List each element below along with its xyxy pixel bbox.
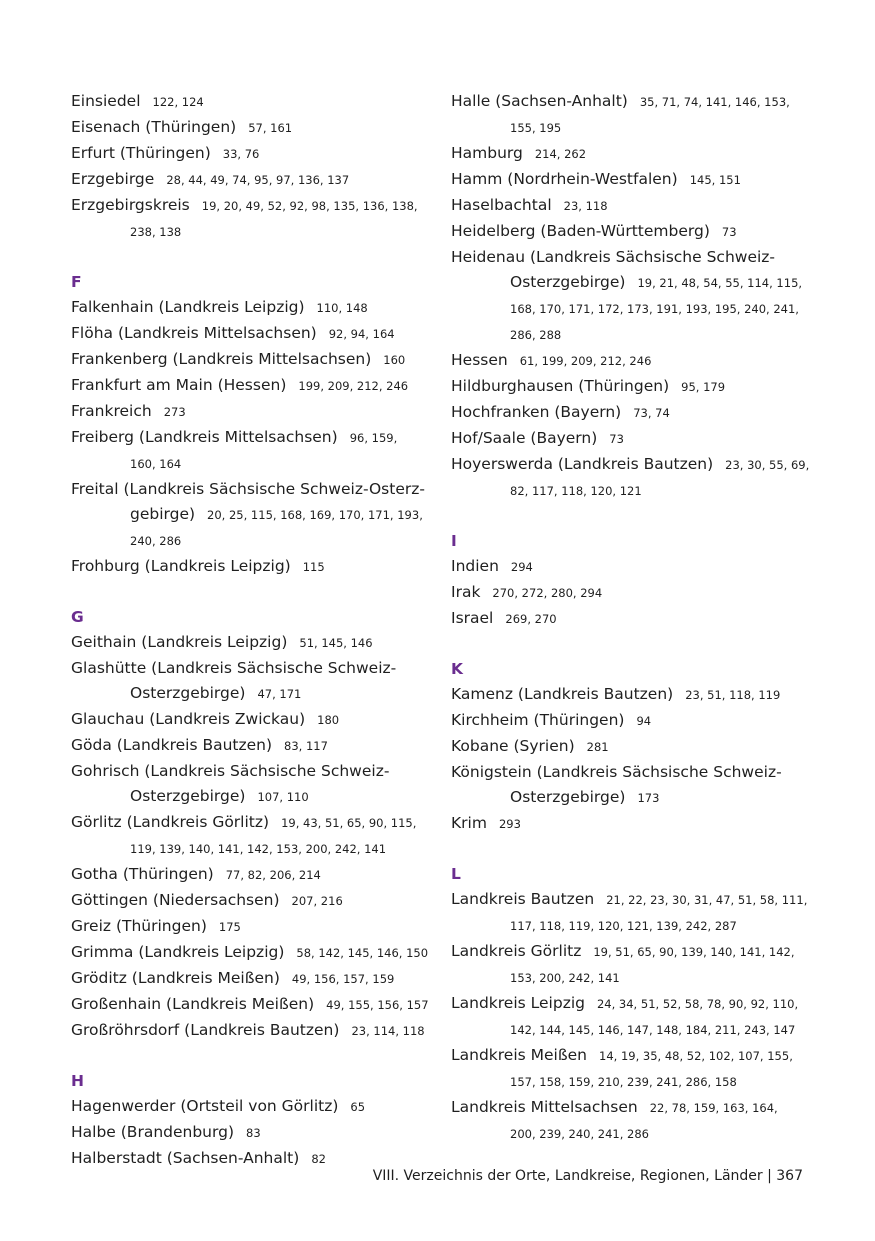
page-numbers: 110, 148 <box>316 301 368 315</box>
index-entry <box>451 374 826 400</box>
page-numbers: 115 <box>302 560 325 574</box>
index-entry <box>71 115 431 141</box>
index-entry <box>71 940 431 966</box>
page-numbers: 33, 76 <box>222 147 260 161</box>
place-name: Erfurt (Thüringen) <box>71 144 211 162</box>
section-gap <box>451 632 826 657</box>
page-numbers: 73 <box>721 225 737 239</box>
place-name: Gotha (Thüringen) <box>71 865 214 883</box>
index-entry <box>451 554 826 580</box>
place-name: Hochfranken (Bayern) <box>451 403 622 421</box>
page-numbers: 35, 71, 74, 141, 146, 153, <box>639 95 790 109</box>
page-numbers: 19, 43, 51, 65, 90, 115, <box>281 816 417 830</box>
page-footer: VIII. Verzeichnis der Orte, Landkreise, Regionen, Länder | 367 <box>372 1168 803 1184</box>
page-numbers: 19, 21, 48, 54, 55, 114, 115, <box>637 276 803 290</box>
index-entry <box>71 477 431 554</box>
page-numbers: 199, 209, 212, 246 <box>298 379 409 393</box>
index-entry <box>71 914 431 940</box>
page-numbers: 240, 286 <box>130 534 182 548</box>
index-entry <box>451 682 826 708</box>
page-numbers: 14, 19, 35, 48, 52, 102, 107, 155, <box>599 1049 793 1063</box>
page-numbers: 168, 170, 171, 172, 173, 191, 193, 195, 240, 241, <box>510 302 799 316</box>
page-numbers: 61, 199, 209, 212, 246 <box>519 354 652 368</box>
place-name: Landkreis Meißen <box>451 1046 587 1064</box>
page-numbers: 82, 117, 118, 120, 121 <box>510 484 642 498</box>
section-gap <box>71 1044 431 1069</box>
page-numbers: 65 <box>350 1100 366 1114</box>
index-letter-heading: I <box>451 532 457 550</box>
place-name: Hoyerswerda (Landkreis Bautzen) <box>451 455 714 473</box>
index-entry <box>451 89 826 141</box>
place-name: Glauchau (Landkreis Zwickau) <box>71 710 306 728</box>
page-numbers: 180 <box>317 713 340 727</box>
index-entry <box>451 452 826 504</box>
index-entry <box>451 400 826 426</box>
index-entry <box>451 193 826 219</box>
page-numbers: 200, 239, 240, 241, 286 <box>510 1127 649 1141</box>
place-name: Landkreis Leipzig <box>451 994 585 1012</box>
index-entry <box>451 167 826 193</box>
place-name: Osterzgebirge) <box>130 684 246 702</box>
index-entry <box>451 245 826 348</box>
place-name: Heidenau (Landkreis Sächsische Schweiz- <box>451 248 776 266</box>
index-entry <box>71 167 431 193</box>
place-name: Göda (Landkreis Bautzen) <box>71 736 273 754</box>
page-numbers: 157, 158, 159, 210, 239, 241, 286, 158 <box>510 1075 737 1089</box>
place-name: Flöha (Landkreis Mittelsachsen) <box>71 324 317 342</box>
page-numbers: 23, 114, 118 <box>351 1024 425 1038</box>
page-numbers: 51, 145, 146 <box>299 636 373 650</box>
place-name: Heidelberg (Baden-Württemberg) <box>451 222 710 240</box>
index-entry <box>71 89 431 115</box>
index-entry <box>451 141 826 167</box>
page-numbers: 173 <box>637 791 660 805</box>
place-name: Osterzgebirge) <box>510 273 626 291</box>
place-name: Kirchheim (Thüringen) <box>451 711 625 729</box>
place-name: Kobane (Syrien) <box>451 737 575 755</box>
place-name: Königstein (Landkreis Sächsische Schweiz- <box>451 763 782 781</box>
page-numbers: 77, 82, 206, 214 <box>225 868 321 882</box>
index-entry <box>451 348 826 374</box>
place-name: Frankenberg (Landkreis Mittelsachsen) <box>71 350 372 368</box>
place-name: Freital (Landkreis Sächsische Schweiz-Osterz- <box>71 480 425 498</box>
page-numbers: 23, 118 <box>563 199 608 213</box>
index-entry <box>71 733 431 759</box>
place-name: Hagenwerder (Ortsteil von Görlitz) <box>71 1097 339 1115</box>
place-name: Hamburg <box>451 144 523 162</box>
place-name: Gröditz (Landkreis Meißen) <box>71 969 280 987</box>
page-numbers: 207, 216 <box>291 894 343 908</box>
page-numbers: 175 <box>218 920 241 934</box>
place-name: Görlitz (Landkreis Görlitz) <box>71 813 270 831</box>
page-numbers: 22, 78, 159, 163, 164, <box>649 1101 778 1115</box>
index-entry <box>71 399 431 425</box>
section-gap <box>71 580 431 605</box>
place-name: Hamm (Nordrhein-Westfalen) <box>451 170 678 188</box>
page-numbers: 83 <box>246 1126 261 1140</box>
page-numbers: 92, 94, 164 <box>328 327 395 341</box>
place-name: Großenhain (Landkreis Meißen) <box>71 995 315 1013</box>
page-numbers: 23, 51, 118, 119 <box>685 688 781 702</box>
index-entry <box>71 1120 431 1146</box>
page-numbers: 293 <box>498 817 521 831</box>
place-name: Kamenz (Landkreis Bautzen) <box>451 685 674 703</box>
page-numbers: 20, 25, 115, 168, 169, 170, 171, 193, <box>207 508 423 522</box>
place-name: Erzgebirge <box>71 170 155 188</box>
place-name: Frohburg (Landkreis Leipzig) <box>71 557 291 575</box>
page-numbers: 24, 34, 51, 52, 58, 78, 90, 92, 110, <box>596 997 799 1011</box>
section-gap <box>451 504 826 529</box>
page-numbers: 21, 22, 23, 30, 31, 47, 51, 58, 111, <box>606 893 808 907</box>
page-numbers: 286, 288 <box>510 328 562 342</box>
page-numbers: 82 <box>311 1152 326 1166</box>
index-entry <box>71 992 431 1018</box>
place-name: Landkreis Mittelsachsen <box>451 1098 638 1116</box>
page-numbers: 238, 138 <box>130 225 182 239</box>
page-numbers: 19, 20, 49, 52, 92, 98, 135, 136, 138, <box>201 199 418 213</box>
page-numbers: 145, 151 <box>689 173 741 187</box>
index-entry <box>451 219 826 245</box>
page-numbers: 73 <box>609 432 624 446</box>
place-name: Hof/Saale (Bayern) <box>451 429 598 447</box>
index-entry <box>451 1095 826 1147</box>
index-entry <box>451 708 826 734</box>
page-numbers: 294 <box>510 560 533 574</box>
page-numbers: 19, 51, 65, 90, 139, 140, 141, 142, <box>593 945 795 959</box>
index-letter-heading: F <box>71 273 82 291</box>
place-name: Einsiedel <box>71 92 141 110</box>
page-numbers: 49, 155, 156, 157 <box>326 998 429 1012</box>
place-name: Osterzgebirge) <box>510 788 626 806</box>
page-numbers: 214, 262 <box>534 147 587 161</box>
index-entry <box>71 321 431 347</box>
place-name: Grimma (Landkreis Leipzig) <box>71 943 285 961</box>
index-entry <box>451 811 826 837</box>
place-name: Haselbachtal <box>451 196 552 214</box>
page-numbers: 95, 179 <box>681 380 726 394</box>
index-entry <box>71 966 431 992</box>
page-numbers: 155, 195 <box>510 121 562 135</box>
index-entry <box>71 888 431 914</box>
page-numbers: 273 <box>163 405 186 419</box>
place-name: Eisenach (Thüringen) <box>71 118 237 136</box>
page-numbers: 57, 161 <box>248 121 293 135</box>
place-name: Osterzgebirge) <box>130 787 246 805</box>
place-name: Erzgebirgskreis <box>71 196 190 214</box>
index-entry <box>451 580 826 606</box>
index-column-left <box>71 89 431 1172</box>
index-entry <box>451 734 826 760</box>
place-name: Geithain (Landkreis Leipzig) <box>71 633 288 651</box>
index-entry <box>71 425 431 477</box>
place-name: Irak <box>451 583 481 601</box>
page-numbers: 107, 110 <box>257 790 309 804</box>
place-name: Hildburghausen (Thüringen) <box>451 377 670 395</box>
index-entry <box>71 373 431 399</box>
index-entry <box>451 887 826 939</box>
place-name: Landkreis Görlitz <box>451 942 582 960</box>
index-entry <box>71 141 431 167</box>
page-numbers: 73, 74 <box>633 406 670 420</box>
place-name: Hessen <box>451 351 508 369</box>
index-entry <box>71 810 431 862</box>
page-numbers: 94 <box>636 714 652 728</box>
index-entry <box>71 295 431 321</box>
place-name: Halbe (Brandenburg) <box>71 1123 234 1141</box>
page-numbers: 153, 200, 242, 141 <box>510 971 620 985</box>
section-gap <box>451 837 826 862</box>
place-name: Indien <box>451 557 499 575</box>
index-entry <box>451 426 826 452</box>
page-numbers: 142, 144, 145, 146, 147, 148, 184, 211, 243, 147 <box>510 1023 796 1037</box>
index-entry <box>71 656 431 707</box>
page-numbers: 269, 270 <box>505 612 557 626</box>
page-numbers: 47, 171 <box>257 687 302 701</box>
index-letter-heading: H <box>71 1072 84 1090</box>
page-numbers: 270, 272, 280, 294 <box>492 586 603 600</box>
place-name: Frankfurt am Main (Hessen) <box>71 376 287 394</box>
index-entry <box>71 347 431 373</box>
page-numbers: 117, 118, 119, 120, 121, 139, 242, 287 <box>510 919 737 933</box>
index-letter-heading: K <box>451 660 464 678</box>
index-entry <box>451 760 826 811</box>
place-name: Freiberg (Landkreis Mittelsachsen) <box>71 428 338 446</box>
index-letter-heading: G <box>71 608 84 626</box>
index-entry <box>71 1094 431 1120</box>
place-name: Greiz (Thüringen) <box>71 917 207 935</box>
index-entry <box>451 606 826 632</box>
place-name: gebirge) <box>130 505 196 523</box>
place-name: Frankreich <box>71 402 152 420</box>
index-entry <box>451 939 826 991</box>
index-entry <box>71 193 431 245</box>
place-name: Landkreis Bautzen <box>451 890 595 908</box>
index-entry <box>71 759 431 810</box>
page-numbers: 122, 124 <box>152 95 204 109</box>
place-name: Göttingen (Niedersachsen) <box>71 891 280 909</box>
index-entry <box>71 554 431 580</box>
index-letter-heading: L <box>451 865 461 883</box>
page-numbers: 96, 159, <box>349 431 398 445</box>
page-numbers: 160, 164 <box>130 457 182 471</box>
page-numbers: 28, 44, 49, 74, 95, 97, 136, 137 <box>166 173 350 187</box>
index-entry <box>71 862 431 888</box>
index-entry <box>71 1018 431 1044</box>
index-entry <box>71 707 431 733</box>
page-numbers: 49, 156, 157, 159 <box>291 972 395 986</box>
place-name: Halberstadt (Sachsen-Anhalt) <box>71 1149 300 1167</box>
place-name: Glashütte (Landkreis Sächsische Schweiz- <box>71 659 397 677</box>
place-name: Halle (Sachsen-Anhalt) <box>451 92 628 110</box>
page-numbers: 58, 142, 145, 146, 150 <box>296 946 429 960</box>
index-entry <box>451 991 826 1043</box>
index-entry <box>71 630 431 656</box>
page-numbers: 281 <box>586 740 609 754</box>
place-name: Krim <box>451 814 487 832</box>
place-name: Großröhrsdorf (Landkreis Bautzen) <box>71 1021 340 1039</box>
page-numbers: 160 <box>383 353 406 367</box>
place-name: Falkenhain (Landkreis Leipzig) <box>71 298 305 316</box>
page-numbers: 83, 117 <box>284 739 328 753</box>
index-entry <box>451 1043 826 1095</box>
place-name: Israel <box>451 609 494 627</box>
page-numbers: 119, 139, 140, 141, 142, 153, 200, 242, 141 <box>130 842 387 856</box>
section-gap <box>71 245 431 270</box>
index-column-right <box>451 89 826 1147</box>
page-numbers: 23, 30, 55, 69, <box>725 458 810 472</box>
place-name: Gohrisch (Landkreis Sächsische Schweiz- <box>71 762 390 780</box>
